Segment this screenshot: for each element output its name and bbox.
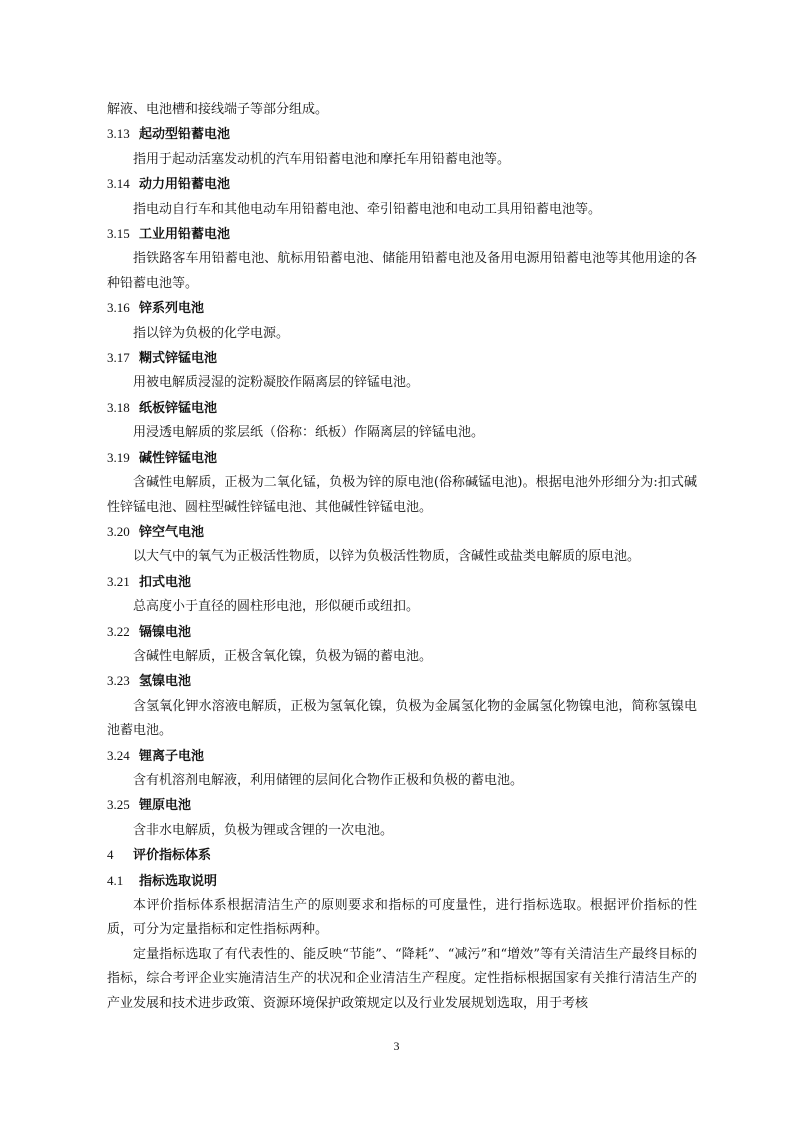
- section-title: 评价指标体系: [133, 848, 212, 864]
- term-definition: 指用于起动活塞发动机的汽车用铅蓄电池和摩托车用铅蓄电池等。: [133, 151, 511, 167]
- term-title: 镉镍电池: [139, 624, 192, 640]
- term-title: 起动型铅蓄电池: [139, 127, 231, 143]
- term-number: 3.16: [107, 300, 130, 316]
- term-heading: [107, 296, 697, 321]
- term-title: 动力用铅蓄电池: [139, 177, 231, 193]
- term-number: 3.22: [107, 623, 130, 639]
- term-definition: 含氢氧化钾水溶液电解质，正极为氢氧化镍，负极为金属氢化物的金属氢化物镍电池，简称氢镍电池蓄电池。: [107, 698, 697, 739]
- term-number: 3.19: [107, 449, 130, 465]
- term-number: 3.25: [107, 797, 130, 813]
- page-number: 3: [393, 1039, 400, 1053]
- term-definition: 用浸透电解质的浆层纸（俗称：纸板）作隔离层的锌锰电池。: [133, 425, 485, 441]
- subsection-heading: [107, 869, 697, 894]
- term-title: 锌系列电池: [139, 301, 205, 317]
- term-title: 锌空气电池: [139, 524, 205, 540]
- term-heading: [107, 620, 697, 645]
- term-heading: [107, 669, 697, 694]
- term-definition: 总高度小于直径的圆柱形电池，形似硬币或纽扣。: [133, 599, 420, 615]
- term-number: 3.15: [107, 226, 130, 242]
- paragraph: 定量指标选取了有代表性的、能反映“节能”、“降耗”、“减污”和“增效”等有关清洁生产最终目标的指标，综合考评企业实施清洁生产的状况和企业清洁生产程度。定性指标根据国家有关推行清洁生产的产业发展和技术进步政策、资源环境保护政策规定以及行业发展规划选取，用于考核: [107, 946, 697, 1011]
- term-definition: 含碱性电解质，正极含氧化镍，负极为镉的蓄电池。: [133, 648, 433, 664]
- term-title: 锂离子电池: [139, 748, 205, 764]
- term-number: 3.23: [107, 673, 130, 689]
- term-list: [107, 122, 697, 843]
- term-heading: [107, 793, 697, 818]
- term-definition: 用被电解质浸湿的淀粉凝胶作隔离层的锌锰电池。: [133, 375, 420, 391]
- term-title: 碱性锌锰电池: [139, 450, 218, 466]
- term-definition: 含碱性电解质，正极为二氧化锰，负极为锌的原电池(俗称碱锰电池)。根据电池外形细分为:扣式碱性锌锰电池、圆柱型碱性锌锰电池、其他碱性锌锰电池。: [107, 475, 697, 515]
- term-heading: [107, 172, 697, 197]
- term-heading: [107, 222, 697, 247]
- term-definition: 指铁路客车用铅蓄电池、航标用铅蓄电池、储能用铅蓄电池及备用电源用铅蓄电池等其他用途的各种铅蓄电池等。: [107, 251, 697, 291]
- term-definition: 含非水电解质，负极为锂或含锂的一次电池。: [133, 822, 394, 838]
- document-body: [107, 98, 697, 1016]
- section-number: 4: [107, 847, 114, 863]
- paragraph: 本评价指标体系根据清洁生产的原则要求和指标的可度量性，进行指标选取。根据评价指标的性质，可分为定量指标和定性指标两种。: [107, 898, 697, 938]
- section-heading: [107, 843, 697, 868]
- term-definition: 指电动自行车和其他电动车用铅蓄电池、牵引铅蓄电池和电动工具用铅蓄电池等。: [133, 201, 602, 217]
- term-heading: [107, 570, 697, 595]
- term-definition: 以大气中的氧气为正极活性物质，以锌为负极活性物质，含碱性或盐类电解质的原电池。: [133, 549, 641, 565]
- term-heading: [107, 744, 697, 769]
- term-definition: 含有机溶剂电解液，利用储锂的层间化合物作正极和负极的蓄电池。: [133, 772, 524, 788]
- term-number: 3.21: [107, 573, 130, 589]
- term-number: 3.20: [107, 523, 130, 539]
- term-heading: [107, 446, 697, 471]
- lead-text: 解液、电池槽和接线端子等部分组成。: [107, 102, 329, 117]
- term-title: 氢镍电池: [139, 674, 192, 690]
- term-heading: [107, 346, 697, 371]
- term-number: 3.14: [107, 176, 130, 192]
- term-number: 3.24: [107, 747, 130, 763]
- term-number: 3.18: [107, 399, 130, 415]
- term-title: 工业用铅蓄电池: [139, 227, 231, 243]
- term-title: 扣式电池: [139, 574, 192, 590]
- subsection-number: 4.1: [107, 872, 124, 888]
- term-number: 3.13: [107, 126, 130, 142]
- term-heading: [107, 122, 697, 147]
- term-heading: [107, 520, 697, 545]
- term-heading: [107, 396, 697, 421]
- term-title: 糊式锌锰电池: [139, 351, 218, 367]
- term-number: 3.17: [107, 350, 130, 366]
- term-definition: 指以锌为负极的化学电源。: [133, 325, 290, 341]
- subsection-title: 指标选取说明: [139, 873, 218, 889]
- term-title: 纸板锌锰电池: [139, 400, 218, 416]
- term-title: 锂原电池: [139, 798, 192, 814]
